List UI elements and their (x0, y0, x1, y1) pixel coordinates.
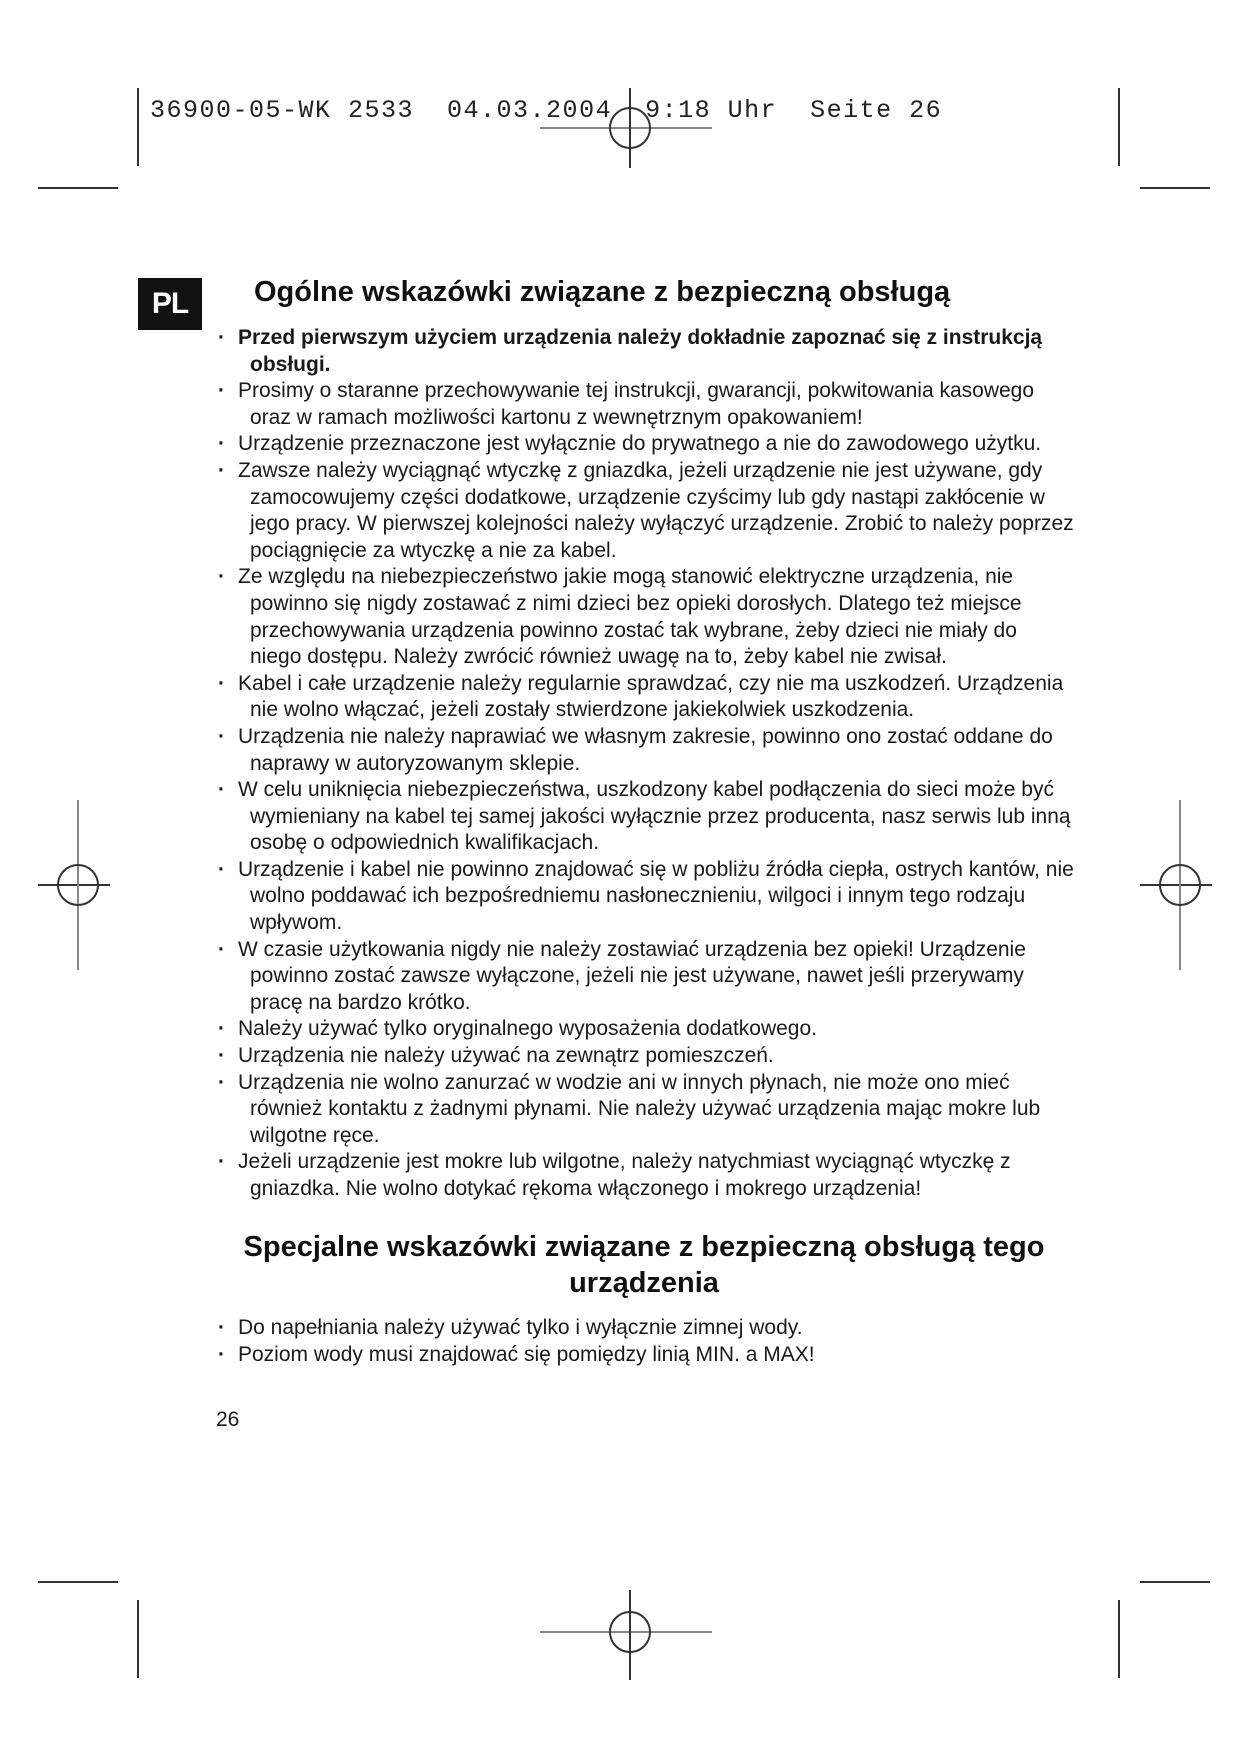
crop-mark (137, 88, 139, 166)
language-tab: PL (138, 278, 202, 330)
list-item: · Prosimy o staranne przechowywanie tej instrukcji, gwarancji, pokwitowania kasowego oraz w ramach możliwości kartonu z wewnętrznym opakowaniem! (214, 378, 1074, 431)
list-item: · Urządzenie przeznaczone jest wyłącznie do prywatnego a nie do zawodowego użytku. (214, 431, 1074, 458)
crop-mark (38, 187, 118, 189)
crop-mark (1118, 1600, 1120, 1678)
list-item: · Urządzenia nie należy naprawiać we własnym zakresie, powinno ono zostać oddane do naprawy w autoryzowanym sklepie. (214, 724, 1074, 777)
list-item: · Poziom wody musi znajdować się pomiędzy linią MIN. a MAX! (214, 1342, 1074, 1369)
crop-mark (1140, 1581, 1210, 1583)
list-item: · Przed pierwszym użyciem urządzenia należy dokładnie zapoznać się z instrukcją obsługi. (214, 325, 1074, 378)
general-safety-list (214, 325, 1074, 1203)
print-slug: 36900-05-WK 2533 04.03.2004 9:18 Uhr Seite 26 (150, 96, 943, 125)
section-title-general-safety: Ogólne wskazówki związane z bezpieczną obsługą (254, 276, 951, 308)
list-item: · Do napełniania należy używać tylko i wyłącznie zimnej wody. (214, 1315, 1074, 1342)
crop-mark (1118, 88, 1120, 166)
crop-mark (38, 1581, 118, 1583)
list-item: · Urządzenie i kabel nie powinno znajdować się w pobliżu źródła ciepła, ostrych kantów, nie wolno poddawać ich bezpośredniemu nasłonecznieniu, wilgoci i innym tego rodzaju wpływom. (214, 857, 1074, 937)
list-item: · W celu uniknięcia niebezpieczeństwa, uszkodzony kabel podłączenia do sieci może być wymieniany na kabel tej samej jakości wyłącznie przez producenta, nasz serwis lub inną osobę o odpowiednich kwalifikacjach. (214, 777, 1074, 857)
registration-mark-icon (540, 1590, 720, 1680)
section-title-device-safety: Specjalne wskazówki związane z bezpieczną obsługą tego urządzenia (243, 1231, 1045, 1299)
registration-mark-icon (38, 800, 118, 970)
list-item: · W czasie użytkowania nigdy nie należy zostawiać urządzenia bez opieki! Urządzenie powinno zostać zawsze wyłączone, jeżeli nie jest używane, nawet jeśli przerywamy pracę na bardzo krótko. (214, 937, 1074, 1017)
list-item: · Zawsze należy wyciągnąć wtyczkę z gniazdka, jeżeli urządzenie nie jest używane, gdy zamocowujemy części dodatkowe, urządzenie czyścimy lub gdy nastąpi zakłócenie w jego pracy. W pierwszej kolejności należy wyłączyć urządzenie. Zrobić to należy poprzez pociągnięcie za wtyczkę a nie za kabel. (214, 458, 1074, 564)
crop-mark (1140, 187, 1210, 189)
list-item: · Kabel i całe urządzenie należy regularnie sprawdzać, czy nie ma uszkodzeń. Urządzenia nie wolno włączać, jeżeli zostały stwierdzone jakiekolwiek uszkodzenia. (214, 671, 1074, 724)
registration-mark-icon (1140, 800, 1220, 970)
list-item: · Urządzenia nie wolno zanurzać w wodzie ani w innych płynach, nie może ono mieć również kontaktu z żadnymi płynami. Nie należy używać urządzenia mając mokre lub wilgotne ręce. (214, 1070, 1074, 1150)
device-safety-list (214, 1315, 1074, 1368)
list-item: · Urządzenia nie należy używać na zewnątrz pomieszczeń. (214, 1043, 1074, 1070)
page-number: 26 (216, 1408, 240, 1431)
list-item: · Należy używać tylko oryginalnego wyposażenia dodatkowego. (214, 1016, 1074, 1043)
list-item: · Ze względu na niebezpieczeństwo jakie mogą stanowić elektryczne urządzenia, nie powinno się nigdy zostawać z nimi dzieci bez opieki dorosłych. Dlatego też miejsce przechowywania urządzenia powinno zostać tak wybrane, żeby dzieci nie miały do niego dostępu. Należy zwrócić również uwagę na to, żeby kabel nie zwisał. (214, 564, 1074, 670)
list-item: · Jeżeli urządzenie jest mokre lub wilgotne, należy natychmiast wyciągnąć wtyczkę z gniazdka. Nie wolno dotykać rękoma włączonego i mokrego urządzenia! (214, 1149, 1074, 1202)
crop-mark (137, 1600, 139, 1678)
